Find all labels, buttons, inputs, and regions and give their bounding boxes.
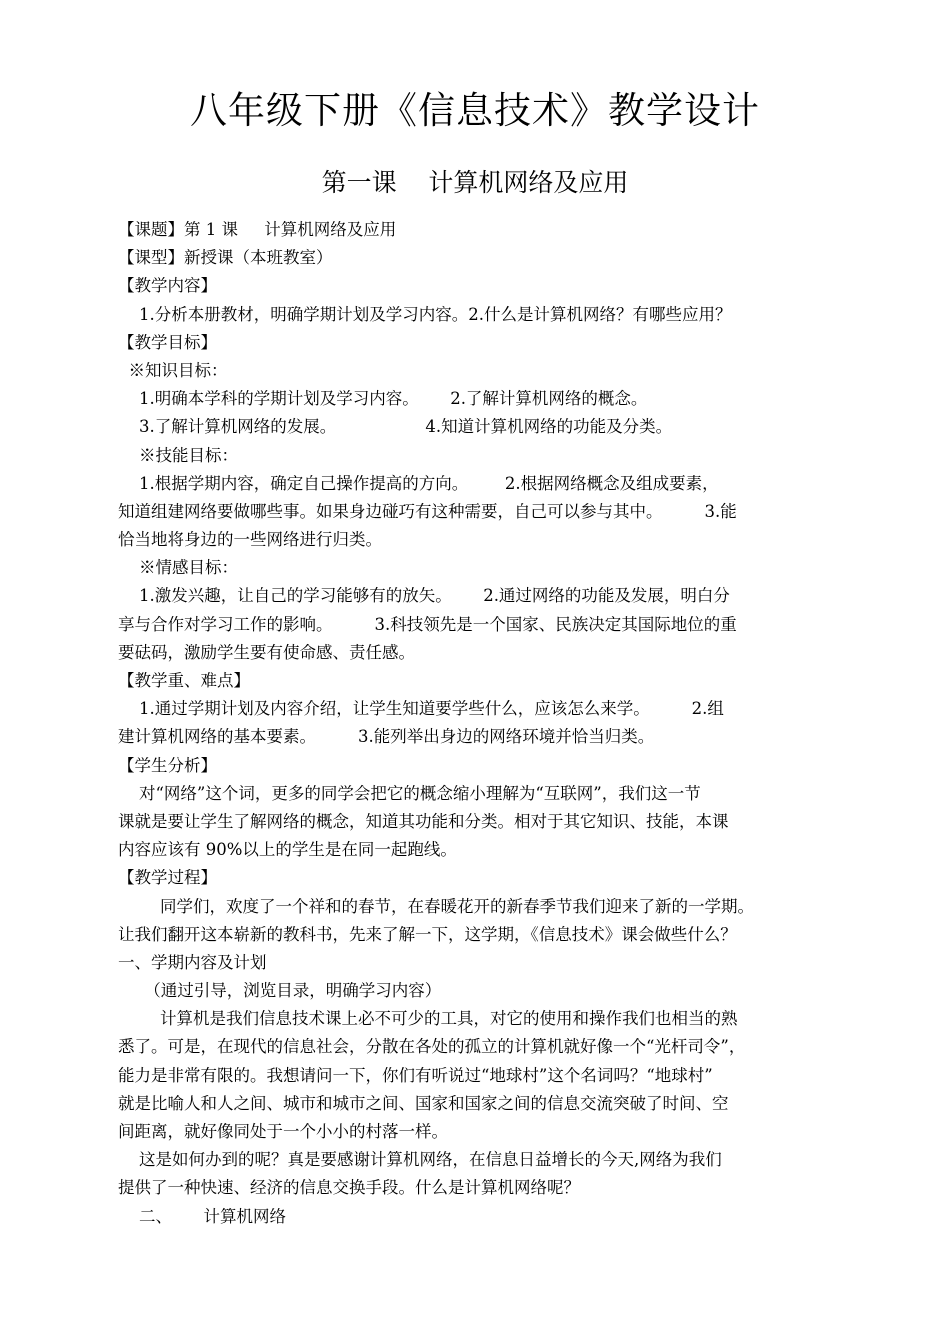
text-line: 让我们翻开这本崭新的教科书，先来了解一下，这学期，《信息技术》课会做些什么？ (118, 924, 737, 944)
document-body (118, 216, 836, 1231)
heading-key-points: 【教学重、难点】 (118, 671, 250, 690)
line-lesson-type: 【课型】新授课（本班教室） (118, 248, 333, 268)
text-line: 知道组建网络要做哪些事。如果身边碰巧有这种需要，自己可以参与其中。 3.能 (118, 501, 737, 521)
text-line: 悉了。可是，在现代的信息社会，分散在各处的孤立的计算机就好像一个“光杆司令”， (118, 1037, 746, 1057)
text-line: 1.分析本册教材，明确学期计划及学习内容。2.什么是计算机网络？有哪些应用？ (118, 304, 732, 324)
text-line: 1.通过学期计划及内容介绍，让学生知道要学些什么，应该怎么来学。 2.组 (118, 699, 724, 719)
text-line: 内容应该有 90%以上的学生是在同一起跑线。 (118, 840, 457, 860)
subheading-skill-goals: ※技能目标： (118, 445, 238, 465)
subheading-emotion-goals: ※情感目标： (118, 558, 238, 578)
text-line: 对“网络”这个词，更多的同学会把它的概念缩小理解为“互联网”，我们这一节 (118, 783, 701, 803)
text-line: 计算机是我们信息技术课上必不可少的工具，对它的使用和操作我们也相当的熟 (118, 1009, 738, 1029)
text-line: 能力是非常有限的。我想请问一下，你们有听说过“地球村”这个名词吗？“地球村” (118, 1065, 713, 1085)
heading-student-analysis: 【学生分析】 (118, 755, 217, 775)
text-line: 3.了解计算机网络的发展。 4.知道计算机网络的功能及分类。 (118, 417, 673, 437)
text-line: 要砝码，激励学生要有使命感、责任感。 (118, 642, 415, 662)
line-topic: 【课题】第 1 课 计算机网络及应用 (118, 220, 397, 239)
heading-teaching-process: 【教学过程】 (118, 868, 217, 888)
text-line: 恰当地将身边的一些网络进行归类。 (118, 530, 382, 550)
text-line: 同学们，欢度了一个祥和的春节，在春暖花开的新春季节我们迎来了新的一学期。 (118, 896, 754, 916)
subheading-knowledge-goals: ※知识目标： (118, 360, 228, 380)
section-heading-2: 二、 计算机网络 (118, 1206, 286, 1226)
text-line: 1.明确本学科的学期计划及学习内容。 2.了解计算机网络的概念。 (118, 389, 648, 409)
section-heading-1: 一、学期内容及计划 (118, 952, 267, 972)
text-line: 课就是要让学生了解网络的概念，知道其功能和分类。相对于其它知识、技能，本课 (118, 811, 729, 831)
text-line: 1.激发兴趣，让自己的学习能够有的放矢。 2.通过网络的功能及发展，明白分 (118, 586, 730, 606)
heading-teaching-content: 【教学内容】 (118, 276, 217, 296)
text-line: 间距离，就好像同处于一个小小的村落一样。 (118, 1122, 448, 1141)
text-line: 1.根据学期内容，确定自己操作提高的方向。 2.根据网络概念及组成要素， (118, 473, 719, 493)
heading-teaching-goals: 【教学目标】 (118, 332, 217, 352)
lesson-subtitle: 第一课 计算机网络及应用 (321, 168, 629, 197)
text-line: 享与合作对学习工作的影响。 3.科技领先是一个国家、民族决定其国际地位的重 (118, 614, 737, 634)
text-line: （通过引导，浏览目录，明确学习内容） (118, 981, 442, 1001)
text-line: 这是如何办到的呢？真是要感谢计算机网络，在信息日益增长的今天,网络为我们 (118, 1150, 722, 1170)
text-line: 提供了一种快速、经济的信息交换手段。什么是计算机网络呢？ (118, 1178, 580, 1198)
text-line: 建计算机网络的基本要素。 3.能列举出身边的网络环境并恰当归类。 (118, 727, 655, 747)
document-title: 八年级下册《信息技术》教学设计 (190, 89, 760, 132)
text-line: 就是比喻人和人之间、城市和城市之间、国家和国家之间的信息交流突破了时间、空 (118, 1093, 729, 1113)
